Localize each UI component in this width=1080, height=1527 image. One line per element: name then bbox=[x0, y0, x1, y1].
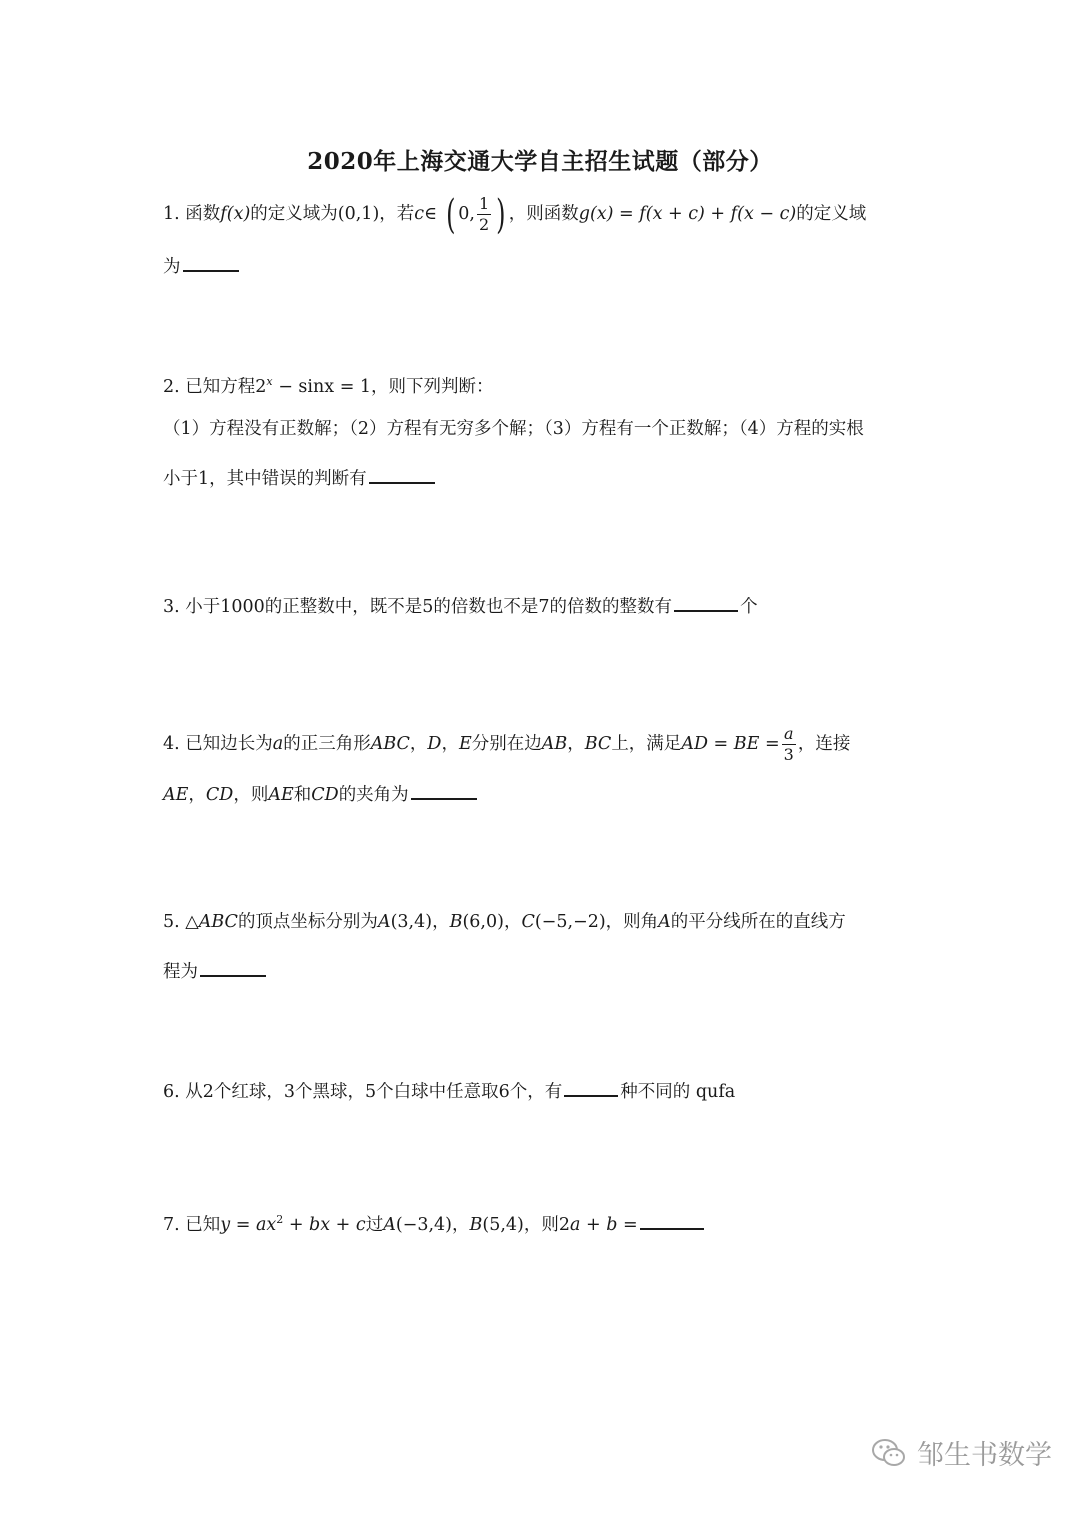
q7-b: B bbox=[469, 1214, 483, 1235]
q1-text-d: 的定义域 bbox=[796, 204, 867, 224]
q4-and: 和 bbox=[293, 785, 312, 805]
q2-line3: 小于1，其中错误的判断有 bbox=[163, 469, 367, 489]
q4-ae: AE bbox=[163, 785, 189, 805]
answer-blank-3[interactable] bbox=[674, 592, 738, 612]
q4-text: 4. 已知边长为 bbox=[163, 734, 273, 754]
q7-expr-c: a + b bbox=[570, 1214, 618, 1235]
q1-fraction bbox=[477, 194, 491, 235]
q1-in: ∈ bbox=[424, 204, 438, 224]
question-1-line-1 bbox=[163, 191, 867, 238]
q2-text: 2. 已知方程2 bbox=[163, 376, 267, 397]
watermark-text: 邹生书数学 bbox=[917, 1440, 1052, 1471]
q5-a: A bbox=[377, 912, 391, 932]
q1-text: 1. 函数 bbox=[163, 204, 221, 224]
answer-blank-6[interactable] bbox=[564, 1077, 618, 1097]
question-4-line-2 bbox=[163, 780, 479, 807]
answer-blank-1[interactable] bbox=[183, 252, 239, 272]
q4-sep2: ， bbox=[441, 734, 459, 754]
q3-text: 3. 小于1000的正整数中，既不是5的倍数也不是7的倍数的整数有 bbox=[163, 597, 673, 617]
question-5-line-2 bbox=[163, 957, 268, 984]
question-3 bbox=[163, 592, 758, 619]
q4-text-l2d: 的夹角为 bbox=[338, 785, 409, 805]
answer-blank-4[interactable] bbox=[411, 780, 477, 800]
q4-sep3: ， bbox=[567, 734, 585, 754]
q4-cd: CD bbox=[205, 785, 234, 805]
q5-text-f: 的平分线所在的直线方 bbox=[670, 912, 846, 932]
q4-sep: ， bbox=[409, 734, 428, 754]
q4-bc: BC bbox=[584, 734, 612, 754]
q4-sep4: ， bbox=[188, 785, 206, 805]
q7-sup: 2 bbox=[276, 1213, 284, 1226]
question-6 bbox=[163, 1077, 735, 1104]
q6-text-b: 种不同的 qufa bbox=[620, 1082, 736, 1102]
question-2-line-3 bbox=[163, 464, 437, 491]
q4-ae2: AE bbox=[268, 785, 294, 805]
q1-text-b: 的定义域为(0,1)，若 bbox=[250, 204, 415, 224]
q4-fraction bbox=[782, 724, 796, 765]
q7-text-e: = bbox=[617, 1214, 638, 1235]
q1-text-c: ，则函数 bbox=[508, 204, 579, 224]
q1-interval: 0, bbox=[458, 204, 475, 224]
q4-ab: AB bbox=[541, 734, 568, 754]
q7-text-c: (−3,4)， bbox=[395, 1214, 470, 1235]
q3-unit: 个 bbox=[740, 597, 758, 617]
q5-a2: A bbox=[658, 912, 671, 932]
q7-text: 7. 已知 bbox=[163, 1214, 221, 1235]
q5-text: 5. △ bbox=[163, 912, 199, 932]
q1-frac-num: 1 bbox=[478, 194, 490, 213]
q2-sup: x bbox=[266, 375, 273, 388]
q4-frac-den: 3 bbox=[783, 745, 794, 764]
right-paren: ) bbox=[496, 191, 506, 238]
q4-cd2: CD bbox=[311, 785, 339, 805]
q4-d: D bbox=[427, 734, 442, 754]
q1-g-expr: g(x) = f(x + c) + f(x − c) bbox=[578, 204, 797, 224]
q4-text-b: 的正三角形 bbox=[283, 734, 371, 754]
q4-text-e: 分别在边 bbox=[471, 734, 542, 754]
q5-text-b: 的顶点坐标分别为 bbox=[237, 912, 378, 932]
q1-line2: 为 bbox=[163, 257, 181, 277]
left-paren: ( bbox=[445, 191, 456, 238]
question-2-line-2 bbox=[163, 417, 864, 441]
q1-fx: f(x) bbox=[220, 204, 251, 224]
q4-e: E bbox=[458, 734, 472, 754]
q7-text-b: 过 bbox=[365, 1214, 384, 1235]
q7-a: A bbox=[383, 1214, 396, 1235]
q5-text-c: (3,4)， bbox=[390, 912, 450, 932]
page-title: 2020年上海交通大学自主招生试题（部分） bbox=[307, 148, 773, 175]
q4-frac-num: a bbox=[782, 724, 796, 745]
answer-blank-7[interactable] bbox=[640, 1210, 704, 1230]
question-1-line-2 bbox=[163, 252, 241, 279]
q5-line2: 程为 bbox=[163, 962, 198, 982]
q5-text-d: (6,0)， bbox=[462, 912, 522, 932]
q7-text-d: (5,4)，则2 bbox=[482, 1214, 570, 1235]
q4-text-h: ，连接 bbox=[797, 734, 851, 754]
q1-frac-den: 2 bbox=[478, 215, 490, 234]
q5-c: C bbox=[521, 912, 535, 932]
q5-abc: ABC bbox=[198, 912, 238, 932]
q2-line2: （1）方程没有正数解；（2）方程有无穷多个解；（3）方程有一个正数解；（4）方程的实根 bbox=[163, 419, 864, 439]
q4-a: a bbox=[272, 734, 284, 754]
question-7 bbox=[163, 1208, 706, 1237]
answer-blank-5[interactable] bbox=[200, 957, 266, 977]
q4-text-g: 上，满足 bbox=[611, 734, 682, 754]
wechat-icon bbox=[871, 1437, 907, 1469]
question-2-line-1 bbox=[163, 370, 494, 399]
question-5-line-1 bbox=[163, 910, 846, 934]
q5-b: B bbox=[449, 912, 463, 932]
q7-expr: y = ax bbox=[220, 1214, 277, 1235]
q7-expr-b: + bx + c bbox=[283, 1214, 366, 1235]
question-4-line-1 bbox=[163, 724, 850, 765]
q6-text: 6. 从2个红球，3个黑球，5个白球中任意取6个，有 bbox=[163, 1082, 563, 1102]
watermark bbox=[871, 1433, 1052, 1472]
q4-eq: AD = BE = bbox=[681, 734, 780, 754]
q2-text-b: − sinx = 1，则下列判断： bbox=[272, 376, 494, 397]
q5-text-e: (−5,−2)，则角 bbox=[534, 912, 659, 932]
q1-c: c bbox=[414, 204, 425, 224]
q4-text-l2b: ，则 bbox=[233, 785, 269, 805]
q4-abc: ABC bbox=[370, 734, 410, 754]
answer-blank-2[interactable] bbox=[369, 464, 435, 484]
